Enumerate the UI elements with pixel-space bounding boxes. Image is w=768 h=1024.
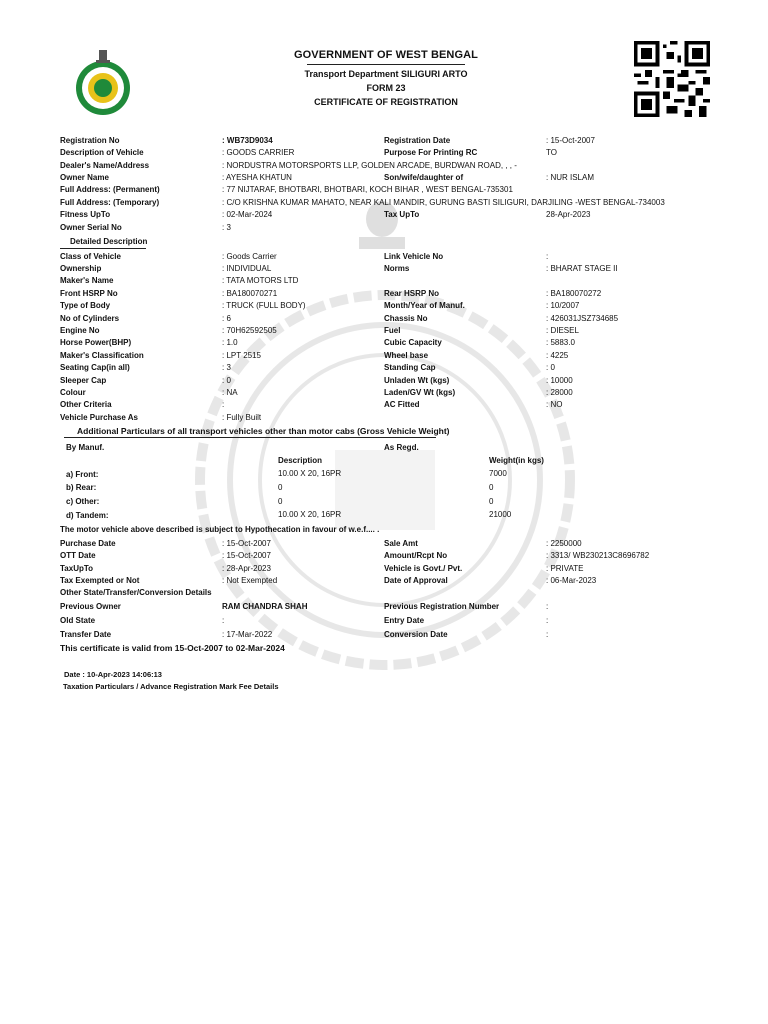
- transfer-date-label: Transfer Date: [60, 630, 112, 639]
- seating-value: : 3: [222, 363, 231, 372]
- owner-serial-value: : 3: [222, 223, 231, 232]
- gvw-other-label: c) Other:: [66, 497, 100, 506]
- purpose-label: Purpose For Printing RC: [384, 148, 478, 157]
- gvw-rear-weight: 0: [489, 483, 494, 492]
- gvw-front-weight: 7000: [489, 469, 507, 478]
- class-value: : Goods Carrier: [222, 252, 277, 261]
- manuf-month-label: Month/Year of Manuf.: [384, 301, 465, 310]
- ott-date-value: : 15-Oct-2007: [222, 551, 271, 560]
- reg-date-label: Registration Date: [384, 136, 451, 145]
- ownership-label: Ownership: [60, 264, 102, 273]
- conversion-date-value: :: [546, 630, 549, 639]
- purchase-date-label: Purchase Date: [60, 539, 116, 548]
- purchase-as-label: Vehicle Purchase As: [60, 413, 138, 422]
- approval-label: Date of Approval: [384, 576, 448, 585]
- by-manuf-heading: By Manuf.: [66, 443, 105, 452]
- govt-pvt-value: : PRIVATE: [546, 564, 584, 573]
- link-vehicle-value: :: [546, 252, 549, 261]
- sleeper-label: Sleeper Cap: [60, 376, 107, 385]
- other-criteria-value: :: [222, 400, 225, 409]
- sleeper-value: : 0: [222, 376, 231, 385]
- unladen-value: : 10000: [546, 376, 573, 385]
- gvw-front-desc: 10.00 X 20, 16PR: [278, 469, 342, 478]
- maker-label: Maker's Name: [60, 276, 114, 285]
- gvw-title: Additional Particulars of all transport vehicles other than motor cabs (Gross Vehicle Weight): [77, 426, 450, 436]
- owner-label: Owner Name: [60, 173, 109, 182]
- tax-exempt-label: Tax Exempted or Not: [60, 576, 140, 585]
- gvw-other-weight: 0: [489, 497, 494, 506]
- front-hsrp-value: : BA180070271: [222, 289, 278, 298]
- fitness-label: Fitness UpTo: [60, 210, 111, 219]
- desc-label: Description of Vehicle: [60, 148, 144, 157]
- desc-value: : GOODS CARRIER: [222, 148, 295, 157]
- maker-class-value: : LPT 2515: [222, 351, 261, 360]
- transfer-date-value: : 17-Mar-2022: [222, 630, 273, 639]
- print-date: Date : 10-Apr-2023 14:06:13: [64, 670, 162, 679]
- receipt-label: Amount/Rcpt No: [384, 551, 448, 560]
- perm-address-value: : 77 NIJTARAF, BHOTBARI, BHOTBARI, KOCH BIHAR , WEST BENGAL-735301: [222, 185, 513, 194]
- purchase-as-value: : Fully Built: [222, 413, 262, 422]
- laden-value: : 28000: [546, 388, 573, 397]
- body-type-label: Type of Body: [60, 301, 111, 310]
- ac-label: AC Fitted: [384, 400, 420, 409]
- fuel-label: Fuel: [384, 326, 401, 335]
- reg-no-value: : WB73D9034: [222, 136, 273, 145]
- ott-date-label: OTT Date: [60, 551, 96, 560]
- norms-value: : BHARAT STAGE II: [546, 264, 618, 273]
- gvw-weight-header: Weight(in kgs): [489, 456, 544, 465]
- wheelbase-value: : 4225: [546, 351, 569, 360]
- govt-pvt-label: Vehicle is Govt./ Pvt.: [384, 564, 463, 573]
- engine-label: Engine No: [60, 326, 100, 335]
- prev-reg-label: Previous Registration Number: [384, 602, 500, 611]
- detailed-underline: [60, 248, 146, 249]
- receipt-value: : 3313/ WB230213C8696782: [546, 551, 650, 560]
- standing-label: Standing Cap: [384, 363, 436, 372]
- tax-upto-value: 28-Apr-2023: [546, 210, 591, 219]
- tax-upto2-label: TaxUpTo: [60, 564, 94, 573]
- validity-text: This certificate is valid from 15-Oct-2007 to 02-Mar-2024: [60, 643, 285, 653]
- title-underline: [307, 64, 465, 65]
- chassis-label: Chassis No: [384, 314, 428, 323]
- standing-value: : 0: [546, 363, 555, 372]
- cylinders-value: : 6: [222, 314, 231, 323]
- old-state-label: Old State: [60, 616, 96, 625]
- entry-date-label: Entry Date: [384, 616, 425, 625]
- temp-address-label: Full Address: (Temporary): [60, 198, 160, 207]
- owner-value: : AYESHA KHATUN: [222, 173, 292, 182]
- maker-value: : TATA MOTORS LTD: [222, 276, 299, 285]
- purchase-date-value: : 15-Oct-2007: [222, 539, 271, 548]
- prev-owner-label: Previous Owner: [60, 602, 121, 611]
- relation-value: : NUR ISLAM: [546, 173, 595, 182]
- ac-value: : NO: [546, 400, 563, 409]
- manuf-month-value: : 10/2007: [546, 301, 580, 310]
- norms-label: Norms: [384, 264, 410, 273]
- front-hsrp-label: Front HSRP No: [60, 289, 118, 298]
- dept-title: Transport Department SILIGURI ARTO: [304, 69, 468, 79]
- entry-date-value: :: [546, 616, 549, 625]
- perm-address-label: Full Address: (Permanent): [60, 185, 160, 194]
- sale-amt-value: : 2250000: [546, 539, 582, 548]
- fuel-value: : DIESEL: [546, 326, 579, 335]
- fitness-value: : 02-Mar-2024: [222, 210, 273, 219]
- body-type-value: : TRUCK (FULL BODY): [222, 301, 306, 310]
- cc-value: : 5883.0: [546, 338, 575, 347]
- gvw-underline: [64, 437, 436, 438]
- class-label: Class of Vehicle: [60, 252, 121, 261]
- govt-title: GOVERNMENT OF WEST BENGAL: [294, 49, 478, 61]
- gvw-rear-label: b) Rear:: [66, 483, 97, 492]
- approval-value: : 06-Mar-2023: [546, 576, 597, 585]
- old-state-value: :: [222, 616, 225, 625]
- qr-code-icon: [634, 41, 710, 117]
- rear-hsrp-value: : BA180070272: [546, 289, 602, 298]
- form-title: FORM 23: [366, 83, 406, 93]
- reg-date-value: : 15-Oct-2007: [546, 136, 595, 145]
- taxation-particulars: Taxation Particulars / Advance Registration Mark Fee Details: [63, 682, 279, 691]
- unladen-label: Unladen Wt (kgs): [384, 376, 450, 385]
- gvw-tandem-label: d) Tandem:: [66, 511, 109, 520]
- cc-label: Cubic Capacity: [384, 338, 442, 347]
- owner-serial-label: Owner Serial No: [60, 223, 122, 232]
- tax-upto2-value: : 28-Apr-2023: [222, 564, 271, 573]
- prev-owner-value: RAM CHANDRA SHAH: [222, 602, 308, 611]
- colour-label: Colour: [60, 388, 86, 397]
- cylinders-label: No of Cylinders: [60, 314, 120, 323]
- wheelbase-label: Wheel base: [384, 351, 429, 360]
- other-criteria-label: Other Criteria: [60, 400, 112, 409]
- laden-label: Laden/GV Wt (kgs): [384, 388, 456, 397]
- conversion-date-label: Conversion Date: [384, 630, 448, 639]
- reg-no-label: Registration No: [60, 136, 120, 145]
- gvw-rear-desc: 0: [278, 483, 283, 492]
- as-regd-heading: As Regd.: [384, 443, 419, 452]
- dealer-label: Dealer's Name/Address: [60, 161, 150, 170]
- purpose-value: TO: [546, 148, 557, 157]
- relation-label: Son/wife/daughter of: [384, 173, 464, 182]
- hp-value: : 1.0: [222, 338, 238, 347]
- prev-reg-value: :: [546, 602, 549, 611]
- link-vehicle-label: Link Vehicle No: [384, 252, 444, 261]
- detailed-description-heading: Detailed Description: [70, 237, 148, 246]
- dealer-value: : NORDUSTRA MOTORSPORTS LLP, GOLDEN ARCADE, BURDWAN ROAD, , , -: [222, 161, 517, 170]
- tax-upto-label: Tax UpTo: [384, 210, 420, 219]
- transfer-heading: Other State/Transfer/Conversion Details: [60, 588, 212, 597]
- hp-label: Horse Power(BHP): [60, 338, 132, 347]
- west-bengal-emblem-icon: [70, 48, 136, 116]
- gvw-description-header: Description: [278, 456, 323, 465]
- gvw-front-label: a) Front:: [66, 470, 99, 479]
- maker-class-label: Maker's Classification: [60, 351, 144, 360]
- ownership-value: : INDIVIDUAL: [222, 264, 272, 273]
- tax-exempt-value: : Not Exempted: [222, 576, 278, 585]
- colour-value: : NA: [222, 388, 238, 397]
- hypothecation-text: The motor vehicle above described is subject to Hypothecation in favour of w.e.f.... .: [60, 525, 380, 534]
- gvw-other-desc: 0: [278, 497, 283, 506]
- temp-address-value: : C/O KRISHNA KUMAR MAHATO, NEAR KALI MANDIR, GURUNG BASTI SILIGURI, DARJILING -WEST BENGAL-734003: [222, 198, 665, 207]
- seating-label: Seating Cap(in all): [60, 363, 130, 372]
- gvw-tandem-weight: 21000: [489, 510, 512, 519]
- sale-amt-label: Sale Amt: [384, 539, 418, 548]
- rear-hsrp-label: Rear HSRP No: [384, 289, 439, 298]
- engine-value: : 70H62592505: [222, 326, 277, 335]
- cert-title: CERTIFICATE OF REGISTRATION: [314, 97, 458, 107]
- gvw-tandem-desc: 10.00 X 20, 16PR: [278, 510, 342, 519]
- chassis-value: : 426031JSZ734685: [546, 314, 619, 323]
